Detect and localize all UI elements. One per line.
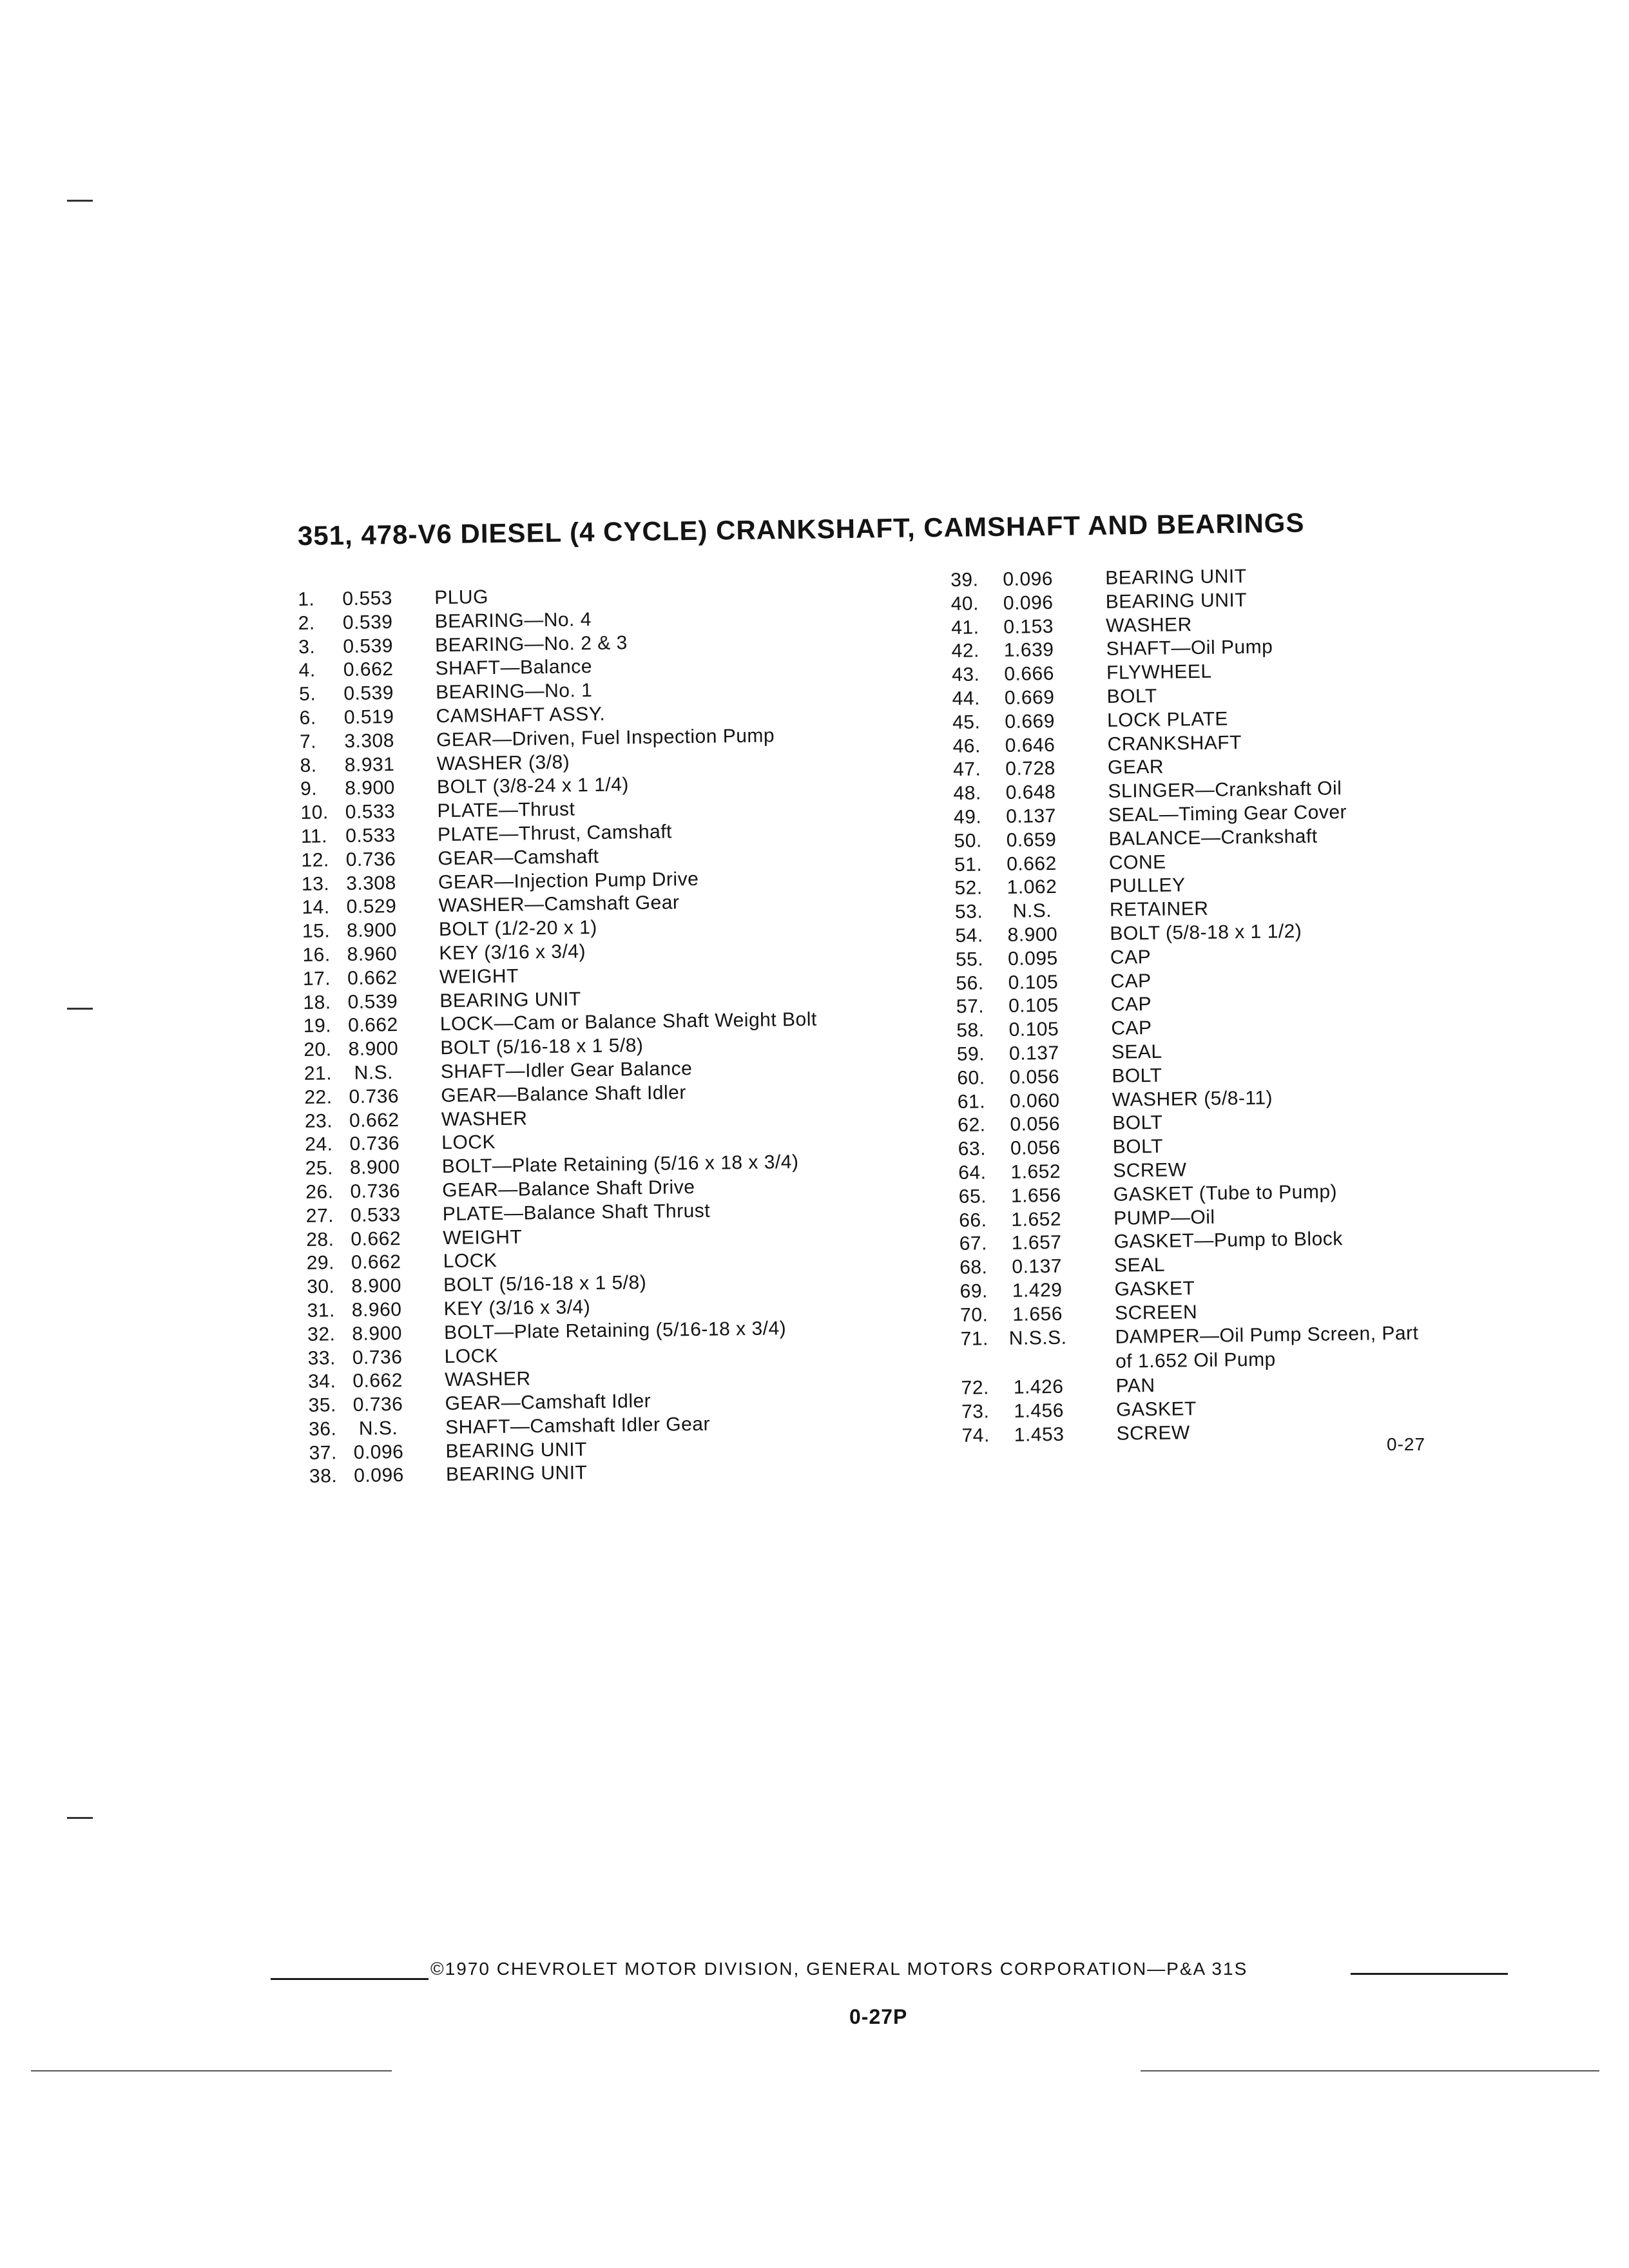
part-description: WASHER—Camshaft Gear: [438, 892, 680, 917]
part-code: 0.669: [1004, 686, 1055, 709]
item-number: 51.: [954, 853, 983, 876]
part-code: 0.662: [1006, 852, 1057, 875]
copyright-text: ©1970 CHEVROLET MOTOR DIVISION, GENERAL MOTORS CORPORATION—P&A 31S: [430, 1959, 1248, 1979]
part-description: SLINGER—Crankshaft Oil: [1108, 778, 1342, 802]
part-description: WEIGHT: [442, 1226, 523, 1249]
part-code: 0.529: [346, 896, 397, 918]
item-number: 16.: [302, 944, 331, 966]
part-description: SCREEN: [1114, 1301, 1198, 1324]
part-code: N.S.: [358, 1417, 398, 1439]
part-code: 0.095: [1007, 947, 1058, 970]
item-number: 58.: [956, 1019, 985, 1042]
part-description: SEAL—Timing Gear Cover: [1108, 801, 1347, 826]
item-number: 35.: [308, 1394, 337, 1416]
part-code: 0.137: [1012, 1255, 1063, 1278]
part-description: BEARING UNIT: [439, 988, 581, 1012]
margin-mark-top: [67, 200, 93, 202]
part-description: BOLT (3/8-24 x 1 1/4): [436, 774, 630, 798]
item-number: 48.: [953, 782, 981, 805]
item-number: 18.: [303, 991, 331, 1014]
part-code: 0.096: [1003, 591, 1054, 614]
part-description: PLUG: [434, 586, 489, 609]
item-number: 6.: [299, 707, 316, 729]
item-number: 10.: [300, 802, 329, 824]
page-number: 0-27P: [849, 2005, 908, 2028]
copyright-line: [271, 1959, 1508, 1984]
item-number: 13.: [301, 872, 330, 895]
part-description: WEIGHT: [439, 965, 519, 988]
part-code: 0.662: [347, 1014, 398, 1037]
part-code: 0.096: [1003, 568, 1054, 590]
part-code: 8.900: [346, 919, 397, 942]
part-code: 0.666: [1004, 663, 1055, 686]
part-description: BALANCE—Crankshaft: [1108, 825, 1318, 850]
part-description: KEY (3/16 x 3/4): [439, 941, 586, 965]
item-number: 54.: [955, 925, 983, 947]
part-code: 0.662: [352, 1370, 403, 1392]
part-code: 0.519: [343, 706, 394, 729]
part-description: BOLT (5/8-18 x 1 1/2): [1110, 920, 1302, 945]
copyright-rule-left: [271, 1978, 429, 1980]
part-code: 8.900: [348, 1038, 399, 1061]
part-description: CAP: [1111, 1017, 1152, 1039]
item-number: 41.: [950, 617, 979, 639]
item-number: 68.: [959, 1256, 988, 1279]
part-description: BOLT: [1112, 1112, 1163, 1135]
part-description: SHAFT—Idler Gear Balance: [440, 1057, 693, 1083]
part-description: CRANKSHAFT: [1107, 731, 1242, 755]
part-description: BOLT (1/2-20 x 1): [438, 917, 597, 941]
part-description: SHAFT—Balance: [435, 656, 593, 680]
part-code: 0.669: [1005, 710, 1055, 733]
item-number: 37.: [309, 1442, 337, 1464]
part-description: WASHER: [1105, 613, 1192, 637]
item-number: 65.: [958, 1186, 987, 1207]
part-code: 0.736: [349, 1085, 400, 1108]
part-code: 1.652: [1010, 1160, 1061, 1183]
item-number: 57.: [956, 995, 985, 1018]
item-number: 1.: [298, 588, 315, 610]
part-code: 0.553: [342, 588, 393, 610]
margin-mark-middle: [67, 1008, 93, 1010]
item-number: 22.: [304, 1086, 333, 1108]
item-number: 15.: [302, 920, 331, 943]
part-code: 0.137: [1008, 1042, 1059, 1064]
part-code: N.S.: [354, 1062, 394, 1084]
item-number: 23.: [304, 1110, 333, 1132]
item-number: 73.: [961, 1401, 990, 1423]
part-description: BOLT (5/16-18 x 1 5/8): [443, 1272, 647, 1296]
item-number: 33.: [307, 1347, 336, 1369]
part-code: 8.900: [352, 1322, 403, 1345]
part-code: 1.652: [1011, 1208, 1062, 1231]
part-description: CAP: [1110, 946, 1152, 968]
part-description: LOCK: [443, 1250, 497, 1273]
part-code: 0.096: [353, 1441, 404, 1463]
item-number: 32.: [307, 1323, 336, 1345]
part-description: GEAR—Driven, Fuel Inspection Pump: [436, 725, 775, 751]
item-number: 44.: [952, 687, 981, 709]
part-description: DAMPER—Oil Pump Screen, Part: [1115, 1322, 1419, 1348]
part-code: 0.646: [1005, 734, 1055, 756]
part-code: 0.539: [342, 611, 393, 633]
part-description: SCREW: [1116, 1422, 1190, 1445]
item-number: 59.: [956, 1043, 985, 1065]
part-description: WASHER: [444, 1368, 531, 1391]
part-code: 0.533: [350, 1204, 401, 1226]
item-number: 3.: [298, 636, 316, 658]
part-code: 0.648: [1005, 782, 1056, 804]
item-number: 24.: [305, 1133, 333, 1156]
item-number: 34.: [307, 1370, 336, 1393]
part-description: BOLT—Plate Retaining (5/16 x 18 x 3/4): [441, 1151, 799, 1178]
bottom-rule-right: [1141, 2070, 1599, 2071]
item-number: 7.: [299, 731, 317, 753]
item-number: 63.: [958, 1138, 987, 1160]
part-code: 0.736: [345, 848, 396, 870]
part-description: WASHER: [441, 1107, 528, 1130]
part-description: PULLEY: [1109, 874, 1186, 898]
item-number: 25.: [305, 1157, 334, 1180]
part-description: SEAL: [1113, 1254, 1166, 1276]
part-code: 0.533: [345, 801, 396, 823]
item-number: 19.: [303, 1015, 332, 1037]
margin-mark-bottom: [67, 1817, 93, 1819]
part-code: 1.062: [1007, 876, 1057, 899]
item-number: 8.: [300, 754, 317, 776]
page-code-small: 0-27: [1387, 1434, 1426, 1454]
part-description: BEARING UNIT: [445, 1462, 588, 1486]
part-code: 0.736: [352, 1346, 403, 1369]
item-number: 40.: [950, 593, 979, 615]
part-description: CONE: [1108, 851, 1166, 874]
item-number: 4.: [298, 660, 316, 682]
part-description: SEAL: [1111, 1041, 1162, 1063]
part-code: 0.728: [1005, 758, 1056, 780]
part-code: 8.960: [347, 943, 398, 965]
part-description: PAN: [1115, 1375, 1155, 1398]
item-number: 36.: [308, 1418, 337, 1440]
part-code: 0.056: [1010, 1137, 1061, 1159]
part-code: 0.105: [1008, 995, 1059, 1017]
item-number: 20.: [304, 1039, 332, 1061]
part-code: 8.900: [349, 1157, 400, 1179]
part-description: WASHER (3/8): [436, 751, 570, 774]
part-description: SHAFT—Camshaft Idler Gear: [445, 1413, 711, 1439]
part-code: 1.426: [1013, 1376, 1064, 1399]
part-description: PLATE—Balance Shaft Thrust: [442, 1200, 711, 1225]
item-number: 38.: [309, 1465, 338, 1488]
part-description: BOLT—Plate Retaining (5/16-18 x 3/4): [443, 1317, 787, 1343]
part-description: BEARING—No. 1: [435, 680, 593, 704]
item-number: 43.: [951, 664, 980, 686]
item-number: 14.: [302, 896, 330, 919]
part-description: BOLT: [1106, 685, 1157, 707]
item-number: 53.: [954, 901, 983, 923]
part-code: 1.656: [1012, 1303, 1063, 1325]
part-code: 0.060: [1009, 1090, 1060, 1112]
part-code: 0.096: [354, 1465, 405, 1487]
part-code: 8.931: [344, 753, 395, 776]
part-description: BEARING UNIT: [1104, 565, 1247, 589]
part-description: LOCK: [441, 1131, 496, 1154]
item-number: 67.: [959, 1233, 988, 1255]
part-description: GASKET (Tube to Pump): [1113, 1180, 1338, 1206]
parts-list-left: [298, 586, 817, 1489]
part-description: SHAFT—Oil Pump: [1106, 636, 1273, 660]
item-number: 72.: [961, 1377, 990, 1399]
part-code: N.S.S.: [1008, 1327, 1067, 1349]
part-description: FLYWHEEL: [1106, 660, 1212, 684]
part-code: 1.453: [1014, 1423, 1065, 1446]
part-code: 8.900: [1007, 923, 1058, 946]
item-number: 42.: [951, 640, 980, 662]
part-description: BEARING UNIT: [1105, 589, 1248, 613]
part-description: BEARING—No. 2 & 3: [434, 631, 628, 656]
part-code: 0.662: [347, 966, 398, 989]
part-description: CAP: [1110, 970, 1152, 992]
part-description: SCREW: [1113, 1159, 1187, 1182]
part-description: LOCK: [444, 1345, 499, 1367]
part-description: GEAR—Camshaft: [438, 845, 599, 869]
part-description: GASKET: [1114, 1278, 1195, 1300]
item-number: 39.: [950, 569, 979, 591]
part-code: 0.105: [1008, 971, 1059, 994]
item-number: 50.: [954, 830, 982, 852]
part-code: N.S.: [1012, 900, 1052, 922]
item-number: 45.: [952, 711, 981, 733]
part-description-continued: of 1.652 Oil Pump: [1115, 1349, 1276, 1373]
part-description: GASKET—Pump to Block: [1113, 1228, 1344, 1253]
item-number: 61.: [957, 1090, 986, 1113]
item-number: 31.: [307, 1300, 336, 1321]
part-code: 8.900: [345, 777, 396, 800]
item-number: 70.: [959, 1304, 988, 1326]
item-number: 49.: [953, 806, 982, 828]
part-code: 0.056: [1009, 1066, 1060, 1088]
part-code: 0.662: [343, 658, 394, 681]
item-number: 30.: [306, 1276, 335, 1298]
item-number: 17.: [302, 968, 331, 990]
part-code: 1.429: [1012, 1279, 1063, 1302]
item-number: 9.: [300, 778, 318, 800]
item-number: 5.: [298, 683, 316, 706]
copyright-rule-right: [1351, 1973, 1508, 1975]
part-description: GASKET: [1115, 1398, 1197, 1421]
item-number: 62.: [958, 1114, 986, 1137]
part-code: 0.137: [1006, 805, 1057, 827]
item-number: 27.: [305, 1205, 334, 1227]
part-code: 0.056: [1010, 1113, 1061, 1136]
part-description: GEAR—Injection Pump Drive: [438, 868, 699, 893]
item-number: 11.: [300, 825, 328, 847]
part-code: 0.539: [347, 990, 398, 1013]
part-description: KEY (3/16 x 3/4): [443, 1296, 591, 1320]
part-code: 0.105: [1008, 1019, 1059, 1041]
part-code: 0.662: [349, 1109, 400, 1131]
item-number: 69.: [959, 1280, 988, 1302]
part-code: 0.533: [345, 825, 396, 847]
part-description: CAMSHAFT ASSY.: [436, 703, 606, 727]
part-description: GEAR—Camshaft Idler: [445, 1390, 651, 1415]
part-code: 0.736: [352, 1394, 403, 1416]
item-number: 12.: [301, 849, 329, 871]
part-description: PUMP—Oil: [1113, 1206, 1215, 1229]
part-description: RETAINER: [1109, 898, 1209, 921]
part-code: 0.662: [351, 1227, 401, 1250]
part-code: 8.900: [351, 1275, 402, 1298]
item-number: 29.: [306, 1252, 335, 1274]
part-code: 0.659: [1006, 829, 1057, 851]
item-number: 47.: [952, 758, 981, 781]
part-code: 3.308: [344, 729, 395, 752]
part-code: 3.308: [345, 872, 396, 894]
item-number: 2.: [298, 612, 315, 634]
page-title: 351, 478-V6 DIESEL (4 CYCLE) CRANKSHAFT, CAMSHAFT AND BEARINGS: [297, 507, 1305, 551]
part-description: LOCK PLATE: [1106, 708, 1229, 731]
part-description: GEAR: [1107, 756, 1164, 779]
part-code: 0.153: [1003, 615, 1054, 638]
item-number: 21.: [304, 1062, 333, 1084]
part-code: 1.657: [1011, 1232, 1062, 1254]
item-number: 60.: [957, 1067, 985, 1089]
part-code: 1.639: [1003, 639, 1054, 662]
bottom-rule-left: [31, 2070, 392, 2071]
part-description: GEAR—Balance Shaft Drive: [442, 1176, 695, 1202]
part-description: BOLT: [1112, 1135, 1164, 1158]
part-description: WASHER (5/8-11): [1112, 1087, 1273, 1111]
part-code: 0.539: [343, 682, 394, 705]
part-description: BOLT: [1112, 1064, 1162, 1087]
part-description: CAP: [1110, 994, 1152, 1016]
part-description: PLATE—Thrust, Camshaft: [437, 821, 673, 846]
part-code: 0.736: [349, 1133, 400, 1155]
part-description: LOCK—Cam or Balance Shaft Weight Bolt: [439, 1008, 817, 1035]
item-number: 52.: [954, 877, 983, 899]
item-number: 26.: [305, 1181, 334, 1203]
item-number: 71.: [960, 1327, 989, 1350]
item-number: 55.: [955, 948, 984, 970]
part-description: PLATE—Thrust: [437, 798, 575, 822]
item-number: 66.: [959, 1209, 987, 1231]
part-code: 8.960: [351, 1298, 402, 1321]
part-description: BEARING UNIT: [445, 1438, 588, 1462]
item-number: 64.: [958, 1162, 987, 1184]
item-number: 46.: [952, 735, 981, 757]
part-description: BOLT (5/16-18 x 1 5/8): [440, 1035, 644, 1059]
part-code: 0.736: [350, 1180, 401, 1202]
part-description: BEARING—No. 4: [434, 608, 592, 633]
part-code: 1.456: [1014, 1399, 1065, 1422]
part-code: 0.539: [343, 635, 394, 657]
item-number: 56.: [956, 972, 984, 994]
item-number: 74.: [961, 1425, 990, 1446]
part-code: 0.662: [351, 1251, 401, 1274]
item-number: 28.: [306, 1228, 334, 1251]
part-description: GEAR—Balance Shaft Idler: [441, 1081, 687, 1106]
part-code: 1.656: [1010, 1184, 1061, 1207]
